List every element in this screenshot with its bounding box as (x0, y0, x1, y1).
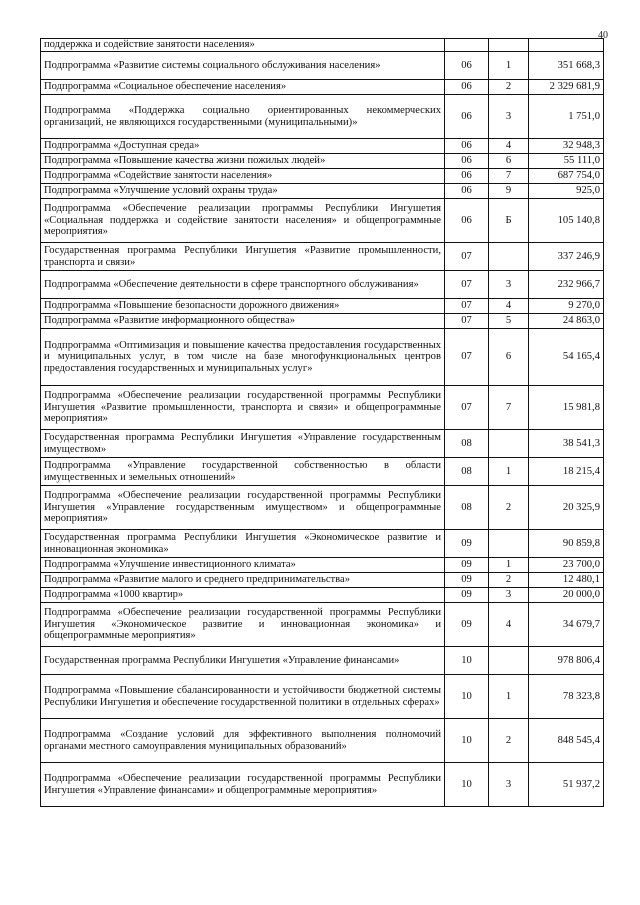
table-row (41, 52, 604, 80)
row-amount: 20 000,0 (529, 588, 604, 603)
row-program-code: 07 (445, 314, 489, 329)
row-name: Подпрограмма «Развитие системы социального обслуживания населения» (41, 52, 445, 80)
row-amount: 15 981,8 (529, 386, 604, 430)
row-amount: 978 806,4 (529, 647, 604, 675)
table-row (41, 486, 604, 530)
row-amount: 351 668,3 (529, 52, 604, 80)
row-amount: 51 937,2 (529, 763, 604, 807)
budget-table-body (41, 39, 604, 807)
row-amount: 18 215,4 (529, 458, 604, 486)
row-subprogram-code: 6 (489, 154, 529, 169)
table-row (41, 95, 604, 139)
table-row (41, 199, 604, 243)
row-program-code: 07 (445, 271, 489, 299)
row-subprogram-code: 1 (489, 458, 529, 486)
row-amount: 20 325,9 (529, 486, 604, 530)
row-amount: 337 246,9 (529, 243, 604, 271)
row-amount: 24 863,0 (529, 314, 604, 329)
page-number: 40 (598, 30, 608, 41)
row-program-code: 08 (445, 430, 489, 458)
row-name: Подпрограмма «Доступная среда» (41, 139, 445, 154)
row-name: Подпрограмма «Улучшение условий охраны труда» (41, 184, 445, 199)
row-subprogram-code: 4 (489, 139, 529, 154)
table-row (41, 314, 604, 329)
row-amount: 38 541,3 (529, 430, 604, 458)
row-amount: 90 859,8 (529, 530, 604, 558)
row-name: поддержка и содействие занятости населения» (41, 39, 445, 52)
table-row (41, 80, 604, 95)
row-amount: 232 966,7 (529, 271, 604, 299)
row-subprogram-code: 4 (489, 299, 529, 314)
row-name: Государственная программа Республики Ингушетия «Развитие промышленности, транспорта и связи» (41, 243, 445, 271)
row-name: Подпрограмма «Обеспечение реализации программы Республики Ингушетия «Социальная поддержка и содействие занятости населения» и общепрограммные мероприятия» (41, 199, 445, 243)
row-name: Подпрограмма «Социальное обеспечение населения» (41, 80, 445, 95)
row-program-code: 07 (445, 299, 489, 314)
row-program-code (445, 39, 489, 52)
table-row (41, 430, 604, 458)
table-row (41, 139, 604, 154)
row-subprogram-code (489, 647, 529, 675)
row-name: Подпрограмма «Обеспечение реализации государственной программы Республики Ингушетия «Управление государственным имуществом» и общепрограммные мероприятия» (41, 486, 445, 530)
budget-table (40, 38, 604, 807)
row-name: Подпрограмма «Обеспечение реализации государственной программы Республики Ингушетия «Экономическое развитие и инновационная экономика» и общепрограммные мероприятия» (41, 603, 445, 647)
table-row (41, 271, 604, 299)
row-amount: 9 270,0 (529, 299, 604, 314)
table-row (41, 329, 604, 386)
row-program-code: 06 (445, 169, 489, 184)
table-row (41, 299, 604, 314)
row-amount: 105 140,8 (529, 199, 604, 243)
row-amount: 54 165,4 (529, 329, 604, 386)
row-program-code: 08 (445, 486, 489, 530)
row-program-code: 06 (445, 184, 489, 199)
row-amount: 32 948,3 (529, 139, 604, 154)
row-subprogram-code: 2 (489, 573, 529, 588)
row-amount: 2 329 681,9 (529, 80, 604, 95)
row-program-code: 10 (445, 763, 489, 807)
row-program-code: 07 (445, 329, 489, 386)
table-row (41, 458, 604, 486)
row-subprogram-code: Б (489, 199, 529, 243)
row-subprogram-code: 2 (489, 719, 529, 763)
row-amount: 925,0 (529, 184, 604, 199)
row-name: Подпрограмма «Повышение качества жизни пожилых людей» (41, 154, 445, 169)
row-program-code: 06 (445, 139, 489, 154)
row-name: Подпрограмма «Обеспечение реализации государственной программы Республики Ингушетия «Управление финансами» и общепрограммные мероприятия» (41, 763, 445, 807)
table-row (41, 558, 604, 573)
table-row (41, 675, 604, 719)
row-subprogram-code: 7 (489, 169, 529, 184)
row-program-code: 10 (445, 647, 489, 675)
row-program-code: 09 (445, 530, 489, 558)
table-row (41, 243, 604, 271)
table-row (41, 573, 604, 588)
row-program-code: 06 (445, 80, 489, 95)
row-amount: 55 111,0 (529, 154, 604, 169)
row-name: Подпрограмма «Обеспечение реализации государственной программы Республики Ингушетия «Развитие промышленности, транспорта и связи» и общепрограммные мероприятия» (41, 386, 445, 430)
row-program-code: 06 (445, 199, 489, 243)
row-name: Подпрограмма «Управление государственной собственностью в области имущественных и земельных отношений» (41, 458, 445, 486)
row-subprogram-code: 5 (489, 314, 529, 329)
row-name: Подпрограмма «Развитие информационного общества» (41, 314, 445, 329)
row-program-code: 07 (445, 386, 489, 430)
row-name: Государственная программа Республики Ингушетия «Экономическое развитие и инновационная экономика» (41, 530, 445, 558)
row-amount: 687 754,0 (529, 169, 604, 184)
row-name: Подпрограмма «Обеспечение деятельности в сфере транспортного обслуживания» (41, 271, 445, 299)
row-subprogram-code: 2 (489, 486, 529, 530)
row-subprogram-code: 2 (489, 80, 529, 95)
table-row (41, 169, 604, 184)
row-program-code: 09 (445, 573, 489, 588)
row-amount: 1 751,0 (529, 95, 604, 139)
row-subprogram-code: 3 (489, 95, 529, 139)
row-subprogram-code: 6 (489, 329, 529, 386)
row-name: Подпрограмма «Развитие малого и среднего предпринимательства» (41, 573, 445, 588)
row-name: Подпрограмма «1000 квартир» (41, 588, 445, 603)
table-row (41, 184, 604, 199)
row-program-code: 06 (445, 154, 489, 169)
row-amount: 34 679,7 (529, 603, 604, 647)
row-amount: 12 480,1 (529, 573, 604, 588)
row-subprogram-code: 3 (489, 271, 529, 299)
row-subprogram-code (489, 39, 529, 52)
row-amount (529, 39, 604, 52)
row-name: Подпрограмма «Повышение безопасности дорожного движения» (41, 299, 445, 314)
row-program-code: 10 (445, 719, 489, 763)
row-program-code: 08 (445, 458, 489, 486)
table-row (41, 386, 604, 430)
row-name: Государственная программа Республики Ингушетия «Управление финансами» (41, 647, 445, 675)
row-program-code: 10 (445, 675, 489, 719)
row-subprogram-code: 7 (489, 386, 529, 430)
table-row (41, 603, 604, 647)
row-amount: 23 700,0 (529, 558, 604, 573)
row-subprogram-code: 1 (489, 675, 529, 719)
row-name: Подпрограмма «Создание условий для эффективного выполнения полномочий органами местного самоуправления муниципальных образований» (41, 719, 445, 763)
row-subprogram-code (489, 530, 529, 558)
row-subprogram-code: 3 (489, 763, 529, 807)
row-name: Подпрограмма «Содействие занятости населения» (41, 169, 445, 184)
table-row (41, 647, 604, 675)
row-program-code: 06 (445, 95, 489, 139)
table-row (41, 763, 604, 807)
row-name: Подпрограмма «Поддержка социально ориентированных некоммерческих организаций, не являющихся государственными (муниципальными)» (41, 95, 445, 139)
row-subprogram-code: 3 (489, 588, 529, 603)
row-subprogram-code: 1 (489, 52, 529, 80)
row-subprogram-code: 9 (489, 184, 529, 199)
row-subprogram-code: 4 (489, 603, 529, 647)
row-name: Подпрограмма «Оптимизация и повышение качества предоставления государственных и муниципальных услуг, в том числе на базе многофункциональных центров предоставления государственных и муниципальных услуг» (41, 329, 445, 386)
table-row (41, 588, 604, 603)
row-subprogram-code (489, 430, 529, 458)
row-program-code: 09 (445, 588, 489, 603)
table-row (41, 154, 604, 169)
row-amount: 848 545,4 (529, 719, 604, 763)
row-subprogram-code: 1 (489, 558, 529, 573)
row-subprogram-code (489, 243, 529, 271)
row-name: Подпрограмма «Повышение сбалансированности и устойчивости бюджетной системы Республики Ингушетия и обеспечение государственной политики в отдельных сферах» (41, 675, 445, 719)
table-row (41, 39, 604, 52)
row-amount: 78 323,8 (529, 675, 604, 719)
row-name: Подпрограмма «Улучшение инвестиционного климата» (41, 558, 445, 573)
row-program-code: 09 (445, 558, 489, 573)
row-program-code: 07 (445, 243, 489, 271)
table-row (41, 719, 604, 763)
row-program-code: 06 (445, 52, 489, 80)
row-name: Государственная программа Республики Ингушетия «Управление государственным имуществом» (41, 430, 445, 458)
table-row (41, 530, 604, 558)
row-program-code: 09 (445, 603, 489, 647)
